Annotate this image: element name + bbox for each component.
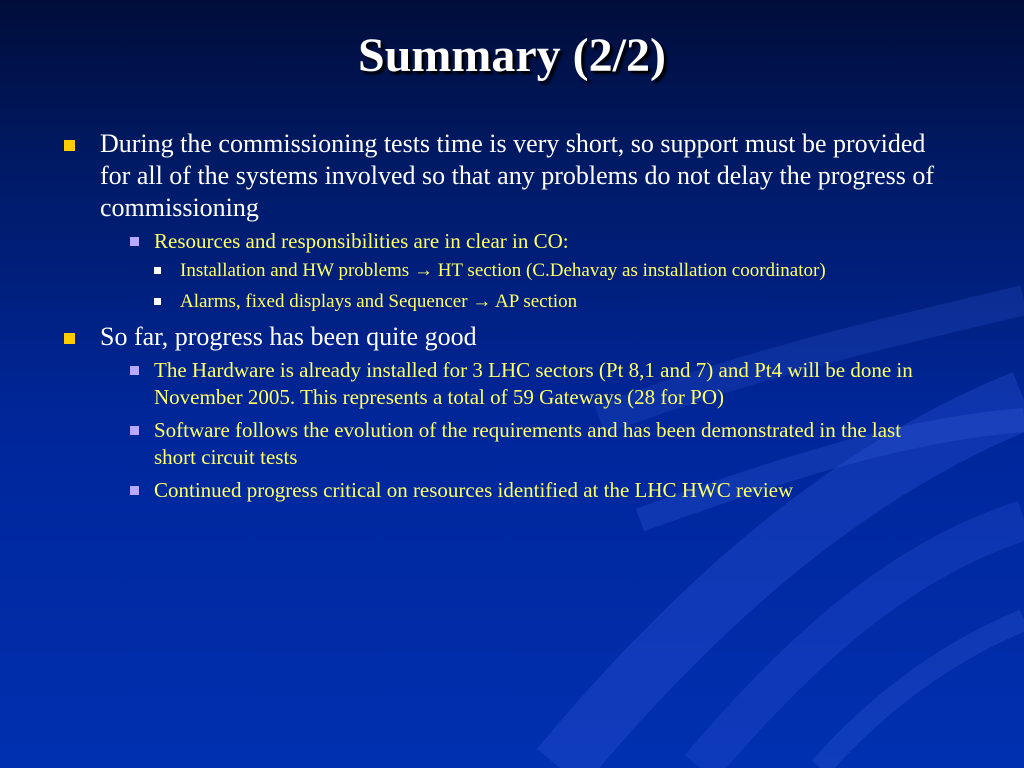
sub-sub-bullet-text: Installation and HW problems → HT section (C.Dehavay as installation coordinator): [180, 260, 826, 281]
slide-content: [62, 128, 942, 510]
sub-bullet-item: [108, 228, 942, 313]
sub-bullet-item: [108, 357, 942, 411]
sub-bullet-list: [100, 228, 942, 313]
sub-bullet-text: Continued progress critical on resources identified at the LHC HWC review: [154, 478, 794, 502]
sub-sub-bullet-item: [154, 259, 942, 282]
square-bullet-icon: [130, 366, 139, 375]
square-bullet-icon: [154, 267, 161, 274]
sub-sub-bullet-item: [154, 290, 942, 313]
sub-bullet-text: The Hardware is already installed for 3 LHC sectors (Pt 8,1 and 7) and Pt4 will be done in November 2005. This represents a total of 59 Gateways (28 for PO): [154, 358, 913, 409]
bullet-item: [62, 321, 942, 504]
sub-sub-bullet-text: Alarms, fixed displays and Sequencer → AP section: [180, 291, 578, 312]
sub-bullet-text: Software follows the evolution of the requirements and has been demonstrated in the last short circuit tests: [154, 418, 902, 469]
sub-bullet-item: [108, 417, 942, 471]
sub-bullet-item: [108, 477, 942, 504]
bullet-text: During the commissioning tests time is very short, so support must be provided for all of the systems involved so that any problems do not delay the progress of commissioning: [100, 129, 935, 222]
sub-bullet-list: [100, 357, 942, 504]
square-bullet-icon: [130, 426, 139, 435]
bullet-item: [62, 128, 942, 313]
square-bullet-icon: [130, 486, 139, 495]
bullet-text: So far, progress has been quite good: [100, 322, 477, 351]
square-bullet-icon: [64, 333, 75, 344]
sub-bullet-text: Resources and responsibilities are in clear in CO:: [154, 229, 569, 253]
square-bullet-icon: [154, 298, 161, 305]
square-bullet-icon: [130, 237, 139, 246]
square-bullet-icon: [64, 140, 75, 151]
slide-title: Summary (2/2): [358, 29, 666, 82]
bullet-list: [62, 128, 942, 504]
sub-sub-bullet-list: [154, 259, 942, 313]
